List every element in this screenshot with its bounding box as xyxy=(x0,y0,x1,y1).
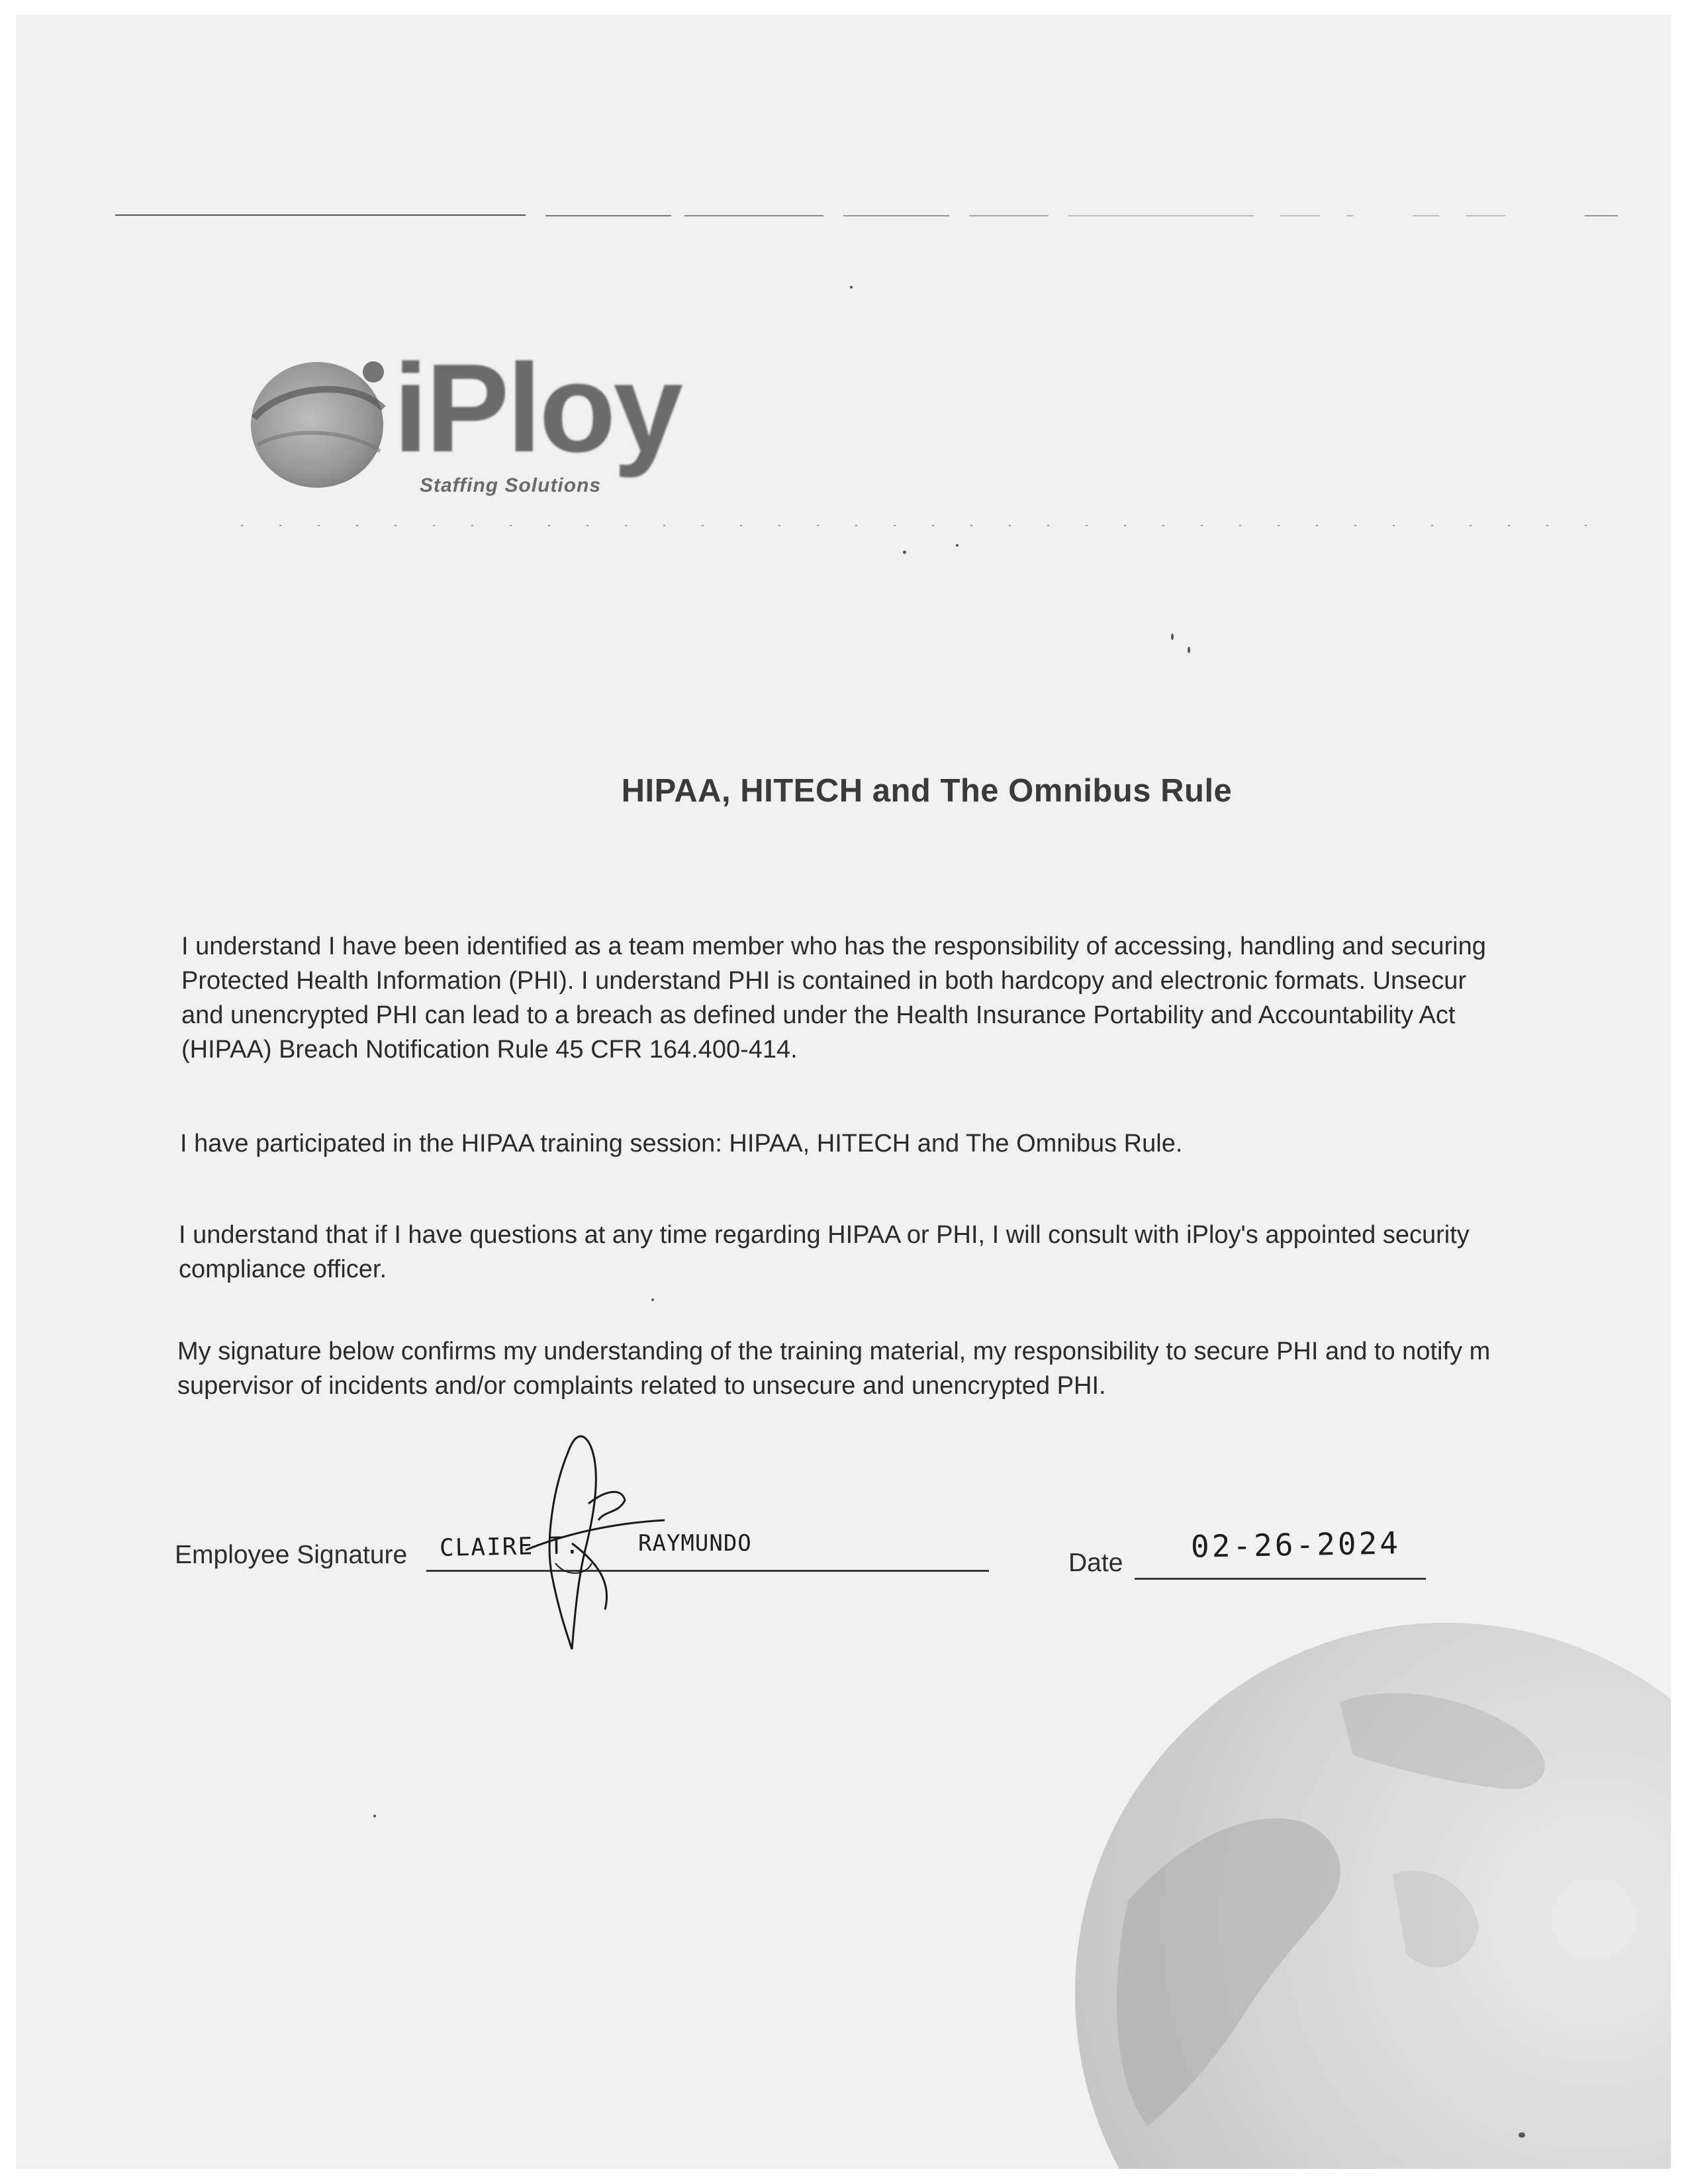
scan-speck xyxy=(373,1815,376,1817)
logo-wordmark: iPloy xyxy=(393,338,681,478)
scan-speck xyxy=(651,1298,654,1301)
paragraph-line: Protected Health Information (PHI). I understand PHI is contained in both hardcopy and electronic formats. Unsecur xyxy=(181,967,1467,995)
employee-signature-label: Employee Signature xyxy=(175,1541,408,1569)
scan-speck xyxy=(850,286,853,289)
printed-name-first: CLAIRE T. xyxy=(439,1532,581,1562)
date-value: 02-26-2024 xyxy=(1190,1525,1401,1565)
handwritten-signature-icon xyxy=(506,1411,704,1662)
printed-name-last: RAYMUNDO xyxy=(638,1530,752,1557)
document-page xyxy=(16,15,1671,2169)
globe-watermark-icon xyxy=(929,1623,1671,2169)
paragraph-line: and unencrypted PHI can lead to a breach as defined under the Health Insurance Portability and Accountability Act xyxy=(181,1001,1456,1029)
paragraph-compliance-officer xyxy=(179,1218,1622,1287)
paragraph-line: (HIPAA) Breach Notification Rule 45 CFR 164.400-414. xyxy=(181,1036,798,1064)
date-line xyxy=(1135,1578,1426,1580)
logo-tagline: Staffing Solutions xyxy=(420,475,602,496)
paragraph-line: I understand that if I have questions at any time regarding HIPAA or PHI, I will consult with iPloy's appointed security xyxy=(179,1221,1470,1249)
company-logo xyxy=(241,332,744,531)
paragraph-phi-responsibility xyxy=(181,929,1624,1067)
scan-speck xyxy=(1188,647,1190,653)
header-rule xyxy=(115,213,1624,217)
paragraph-signature-confirmation xyxy=(177,1334,1620,1403)
paragraph-training-session xyxy=(180,1126,1623,1161)
dotted-rule xyxy=(241,524,1618,527)
paragraph-line: I have participated in the HIPAA training session: HIPAA, HITECH and The Omnibus Rule. xyxy=(180,1130,1183,1158)
scan-speck xyxy=(1519,2132,1525,2138)
date-label: Date xyxy=(1068,1549,1123,1577)
scan-speck xyxy=(903,551,906,554)
globe-logo-icon xyxy=(241,345,400,498)
scan-speck xyxy=(1171,633,1174,640)
document-title: HIPAA, HITECH and The Omnibus Rule xyxy=(621,773,1233,809)
paragraph-line: supervisor of incidents and/or complaints related to unsecure and unencrypted PHI. xyxy=(177,1372,1106,1400)
scan-speck xyxy=(956,544,959,547)
paragraph-line: compliance officer. xyxy=(179,1255,387,1283)
paragraph-line: I understand I have been identified as a team member who has the responsibility of accessing, handling and securing xyxy=(181,933,1486,960)
paragraph-line: My signature below confirms my understanding of the training material, my responsibility to secure PHI and to notify m xyxy=(177,1338,1491,1365)
